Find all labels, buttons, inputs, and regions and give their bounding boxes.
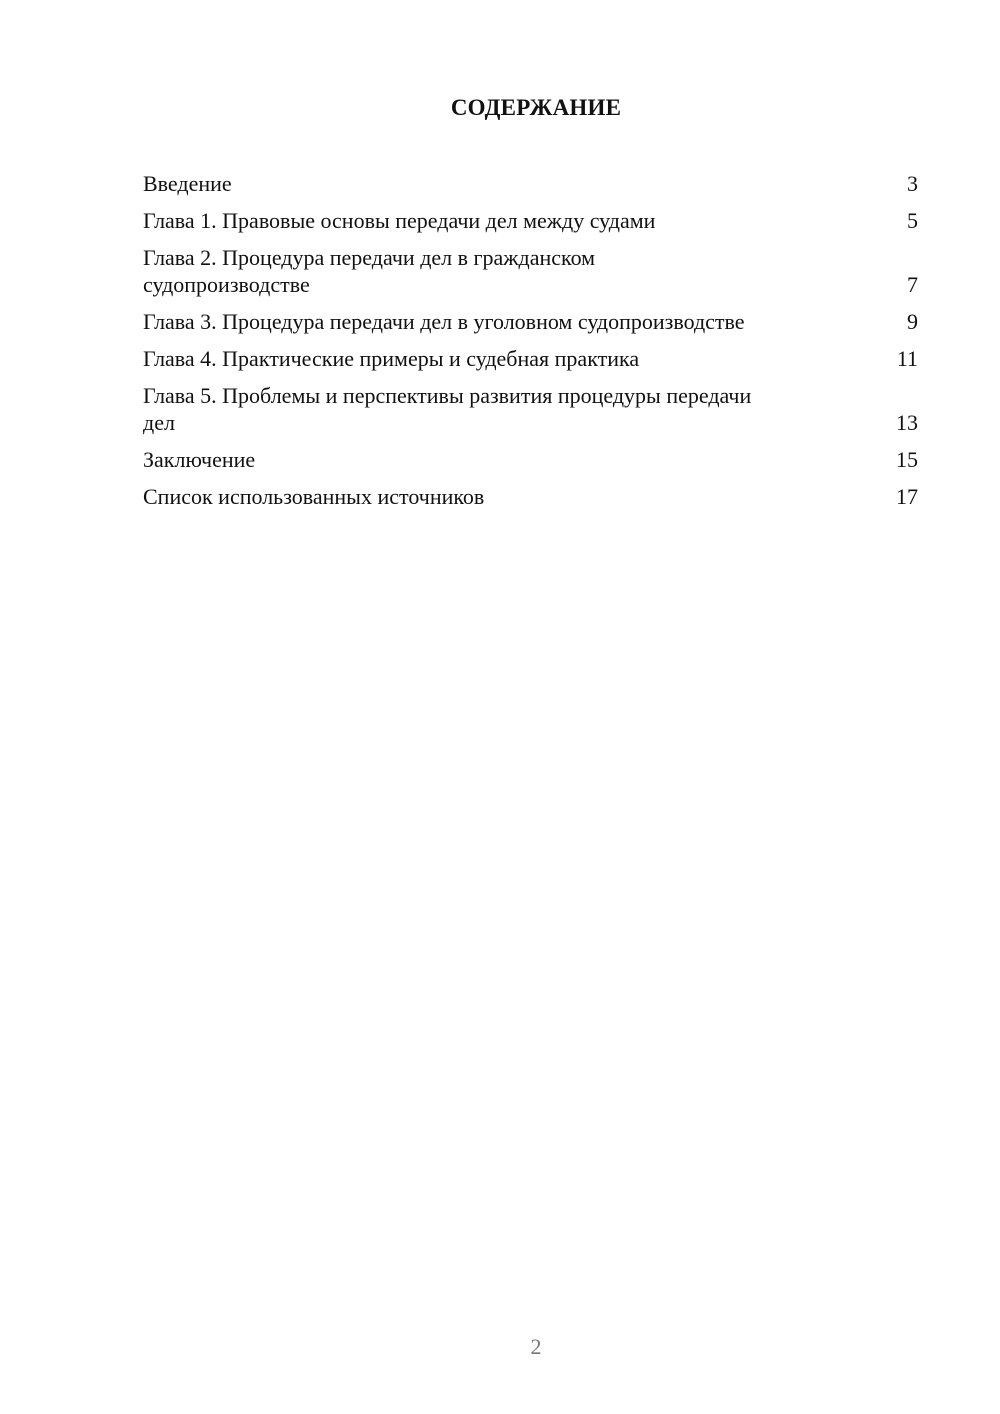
- toc-item-chapter-1: [143, 207, 918, 234]
- toc-item-page: 7: [907, 272, 918, 297]
- toc-item-page: 11: [896, 346, 918, 371]
- page-number: 2: [530, 1334, 542, 1359]
- toc-item-chapter-3: [143, 308, 918, 335]
- toc-item-label: Глава 1. Правовые основы передачи дел между судами: [143, 208, 656, 233]
- toc-item-page: 13: [896, 410, 918, 435]
- toc-item-references: [143, 483, 918, 510]
- toc-item-label: Глава 4. Практические примеры и судебная практика: [143, 346, 640, 371]
- toc-item-page: 17: [896, 484, 918, 509]
- page-title: СОДЕРЖАНИЕ: [450, 95, 622, 120]
- toc-item-label: Глава 3. Процедура передачи дел в уголовном судопроизводстве: [143, 309, 745, 334]
- toc-item-page: 5: [907, 208, 918, 233]
- toc-item-label: Глава 5. Проблемы и перспективы развития процедуры передачи дел: [143, 383, 752, 435]
- toc-item-label: Заключение: [143, 447, 256, 472]
- toc-item-chapter-4: [143, 345, 918, 372]
- toc-item-page: 3: [907, 171, 918, 196]
- toc-item-chapter-2: [143, 244, 918, 298]
- toc-item-page: 9: [907, 309, 918, 334]
- table-of-contents: [143, 170, 918, 520]
- toc-item-page: 15: [896, 447, 918, 472]
- toc-item-label: Список использованных источников: [143, 484, 485, 509]
- toc-item-chapter-5: [143, 382, 918, 436]
- toc-item-conclusion: [143, 446, 918, 473]
- toc-item-label: Глава 2. Процедура передачи дел в гражданском судопроизводстве: [143, 245, 596, 297]
- toc-item-introduction: [143, 170, 918, 197]
- toc-item-label: Введение: [143, 171, 232, 196]
